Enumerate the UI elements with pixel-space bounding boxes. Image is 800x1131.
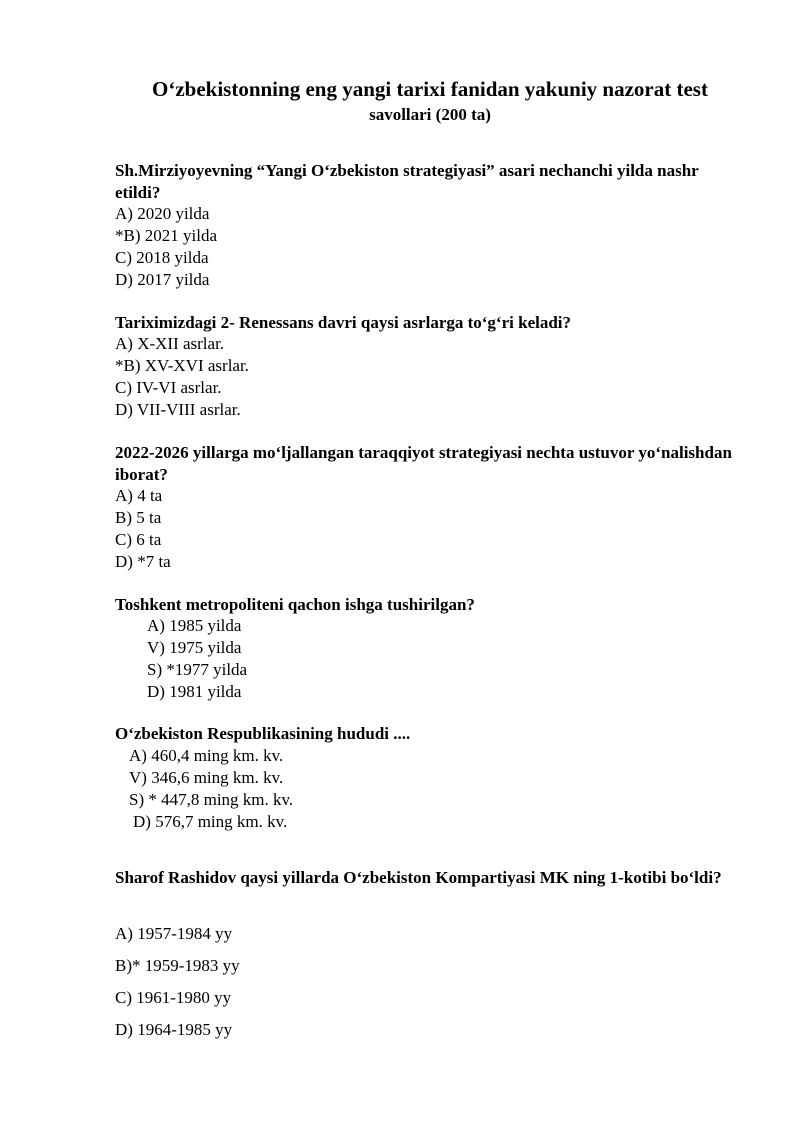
question-6-option-b: B)* 1959-1983 yy — [115, 956, 240, 975]
question-1-option-a: A) 2020 yilda — [115, 204, 210, 223]
question-1-text: Sh.Mirziyoyevning “Yangi O‘zbekiston strategiyasi” asari nechanchi yilda nashr etildi? — [115, 161, 699, 202]
question-2-option-d: D) VII-VIII asrlar. — [115, 400, 241, 419]
question-5-text: O‘zbekiston Respublikasining hududi .... — [115, 724, 411, 743]
question-3-option-a: A) 4 ta — [115, 486, 163, 505]
question-6-option-a: A) 1957-1984 yy — [115, 924, 233, 943]
question-5-option-c: S) * 447,8 ming km. kv. — [129, 790, 294, 809]
question-1-option-b: *B) 2021 yilda — [115, 226, 217, 245]
question-2-text: Tariximizdagi 2- Renessans davri qaysi asrlarga to‘g‘ri keladi? — [115, 313, 572, 332]
question-5-option-d: D) 576,7 ming km. kv. — [133, 812, 288, 831]
question-6-option-d: D) 1964-1985 yy — [115, 1020, 233, 1039]
question-4-option-d: D) 1981 yilda — [147, 682, 242, 701]
question-5-option-a: A) 460,4 ming km. kv. — [129, 746, 284, 765]
question-2-option-a: A) X-XII asrlar. — [115, 334, 225, 353]
question-4-option-b: V) 1975 yilda — [147, 638, 242, 657]
document-subtitle: savollari (200 ta) — [369, 105, 491, 124]
question-1-option-d: D) 2017 yilda — [115, 270, 210, 289]
question-1-option-c: C) 2018 yilda — [115, 248, 209, 267]
question-3-option-b: B) 5 ta — [115, 508, 162, 527]
document-title: O‘zbekistonning eng yangi tarixi fanidan yakuniy nazorat test — [152, 77, 708, 101]
question-5-option-b: V) 346,6 ming km. kv. — [129, 768, 284, 787]
question-3-option-d: D) *7 ta — [115, 552, 171, 571]
question-4-option-a: A) 1985 yilda — [147, 616, 242, 635]
question-2-option-c: C) IV-VI asrlar. — [115, 378, 222, 397]
question-2-option-b: *B) XV-XVI asrlar. — [115, 356, 249, 375]
question-6-text: Sharof Rashidov qaysi yillarda O‘zbekiston Kompartiyasi MK ning 1-kotibi bo‘ldi? — [115, 868, 722, 887]
question-4-option-c: S) *1977 yilda — [147, 660, 248, 679]
question-3-text: 2022-2026 yillarga mo‘ljallangan taraqqiyot strategiyasi nechta ustuvor yo‘nalishdan iborat? — [115, 443, 732, 484]
question-6-option-c: C) 1961-1980 yy — [115, 988, 232, 1007]
question-4-text: Toshkent metropoliteni qachon ishga tushirilgan? — [115, 595, 475, 614]
question-3-option-c: C) 6 ta — [115, 530, 162, 549]
